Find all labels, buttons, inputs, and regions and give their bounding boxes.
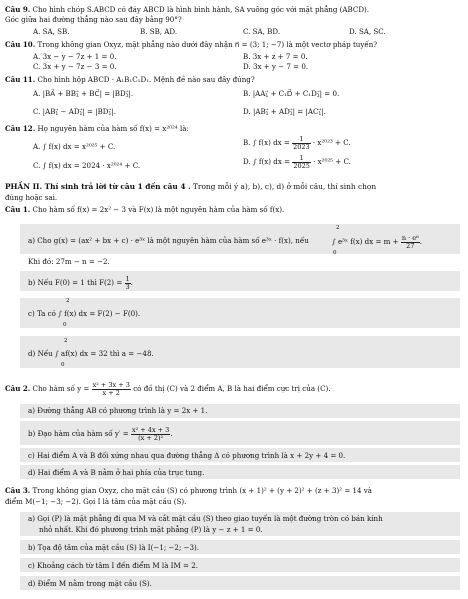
q9-text: Cho hình chóp S.ABCD có đáy ABCD là hình bình hành, SA vuông góc với mặt phẳng (ABCD). [32,5,370,14]
q12-option-b-label: B. ∫ f(x) dx = [243,138,290,147]
q11-option-a[interactable]: A. |BA⃗ + BB₁⃗ + BC⃗| = |BD₁⃗|. [33,89,134,98]
c2-number: Câu 2. [5,384,31,393]
q11-text: Cho hình hộp ABCD · A₁B₁C₁D₁. Mệnh đề nào sau đây đúng? [37,75,255,84]
c2-b-text: b) Đạo hàm của hàm số y′ = [28,429,129,438]
c2-text-tail: có đồ thị (C) và 2 điểm A, B là hai điểm cực trị của (C). [133,384,331,393]
q12-b-denominator: 2023 [293,142,310,151]
c3-statement-a[interactable]: a) Gọi (P) là mặt phẳng đi qua M và cắt mặt cầu (S) theo giao tuyến là một đường tròn có bán kính [28,514,383,523]
q12-b-numerator: 1 [292,136,311,144]
q11-option-b[interactable]: B. |AA₁⃗ + C₁D⃗ + C₁D₁⃗| = 0. [243,89,340,98]
c1-a-conclusion: Khi đó: 27m − n = −2. [28,257,110,266]
q9-stem [5,6,369,13]
c1-a-numerator: n · e⁶ [401,234,419,242]
c1-c-lower-limit: 0 [63,322,67,328]
q10-option-c[interactable]: C. 3x + y − 7z − 3 = 0. [33,62,117,71]
q12-stem [5,125,189,132]
c1-c-upper-limit: 2 [66,298,70,304]
c1-b-text: b) Nếu F(0) = 1 thì F(2) = [28,278,123,287]
c1-number: Câu 1. [5,205,31,214]
c3-text: Trong không gian Oxyz, cho mặt cầu (S) có phương trình (x + 1)² + (y + 2)² + (z + 3)² = 14 và [32,486,373,495]
c1-d-lower-limit: 0 [61,362,65,368]
c3-statement-b[interactable]: b) Tọa độ tâm của mặt cầu (S) là I(−1; −2; −3). [28,543,200,552]
q12-option-d-label: D. ∫ f(x) dx = [243,157,291,166]
c1-stem [5,206,284,213]
c1-b-numerator: 1 [125,275,130,283]
c2-statement-d[interactable]: d) Hai điểm A và B nằm ở hai phía của trục tung. [28,468,205,477]
q9-option-d[interactable]: D. SA, SC. [349,27,386,36]
c2-stem [5,382,331,396]
c2-b-numerator: x² + 4x + 3 [131,426,170,434]
c2-b-tail: . [170,429,173,438]
part2-heading [5,183,376,190]
c3-statement-d[interactable]: d) Điểm M nằm trong mặt cầu (S). [28,579,152,588]
q12-option-b-tail: · x²⁰²³ + C. [312,138,351,147]
c2-denominator: x + 2 [102,388,120,397]
q12-option-b[interactable] [243,136,351,150]
q11-option-d[interactable]: D. |AB₁⃗ + AD₁⃗| = |AC₁⃗|. [243,107,326,116]
q12-number: Câu 12. [5,124,36,133]
c1-c-integral: ∫ f(x) dx = F(2) − F(0). [58,309,141,318]
q12-d-numerator: 1 [292,155,311,163]
c2-function-fraction [92,382,131,396]
c1-d-integral: ∫ af(x) dx = 32 thì a = −48. [54,349,154,358]
c1-c-text: c) Ta có [28,309,56,318]
c1-a-lower-limit: 0 [333,250,337,256]
q11-stem [5,76,255,83]
c2-text: Cho hàm số y = [32,384,90,393]
c1-b-denominator: 3 [125,282,130,291]
q9-option-a[interactable]: A. SA, SB. [33,27,70,36]
q11-option-c[interactable]: C. |AB₁⃗ − AD₁⃗| = |BD₁⃗|. [33,107,116,116]
c1-statement-c[interactable] [28,310,140,317]
c2-b-denominator: (x + 2)² [138,433,164,442]
c1-a-upper-limit: 2 [336,225,340,231]
q12-option-b-fraction [292,136,311,150]
q10-number: Câu 10. [5,40,36,49]
q12-option-d[interactable] [243,155,351,169]
q11-number: Câu 11. [5,75,36,84]
q9-number: Câu 9. [5,5,31,14]
q12-d-denominator: 2025 [293,161,310,170]
c1-statement-a[interactable] [28,237,309,244]
c3-stem [5,487,372,494]
c1-d-text: d) Nếu [28,349,53,358]
c2-b-fraction [131,426,173,442]
q10-option-d[interactable]: D. 3x + y − 7 = 0. [243,62,309,71]
q10-option-a[interactable]: A. 3x − y − 7z + 1 = 0. [33,52,117,61]
q9-option-c[interactable]: C. SA, BD. [243,27,281,36]
c1-a-integral [332,235,422,249]
q10-text: Trong không gian Oxyz, mặt phẳng nào dưới đây nhận n⃗ = (3; 1; −7) là một vectơ pháp tuyến? [37,40,378,49]
q10-stem [5,41,377,48]
c1-a-text: a) Cho g(x) = (ax² + bx + c) · e³ˣ là một nguyên hàm của hàm số e³ˣ · f(x), nếu [28,236,309,245]
q12-option-d-fraction [292,155,311,169]
c3-number: Câu 3. [5,486,31,495]
q12-option-d-tail: · x²⁰²⁵ + C. [313,157,351,166]
c1-statement-b[interactable] [28,276,133,290]
c3-statement-a-2: nhỏ nhất. Khi đó phương trình mặt phẳng (P) là y − z + 1 = 0. [39,525,263,534]
c3-text-2: điểm M(−1; −3; −2). Gọi I là tâm của mặt cầu (S). [5,497,187,506]
q12-option-c[interactable]: C. ∫ f(x) dx = 2024 · x²⁰²⁴ + C. [33,161,141,170]
c1-statement-d[interactable] [28,350,154,357]
c1-b-tail: . [130,278,133,287]
q9-option-b[interactable]: B. SB, AD. [140,27,178,36]
c1-d-upper-limit: 2 [64,338,68,344]
q12-option-a[interactable]: A. ∫ f(x) dx = x²⁰²⁵ + C. [33,142,116,151]
c2-statement-c[interactable]: c) Hai điểm A và B đối xứng nhau qua đường thẳng Δ có phương trình là x + 2y + 4 = 0. [28,451,346,460]
c1-a-tail: . [419,237,422,246]
c1-a-integral-expr: ∫ e³ˣ f(x) dx = m + [332,237,399,246]
c3-statement-c[interactable]: c) Khoảng cách từ tâm I đến điểm M là IM = 2. [28,561,198,570]
q12-text: Họ nguyên hàm của hàm số f(x) = x²⁰²⁴ là: [37,124,189,133]
part2-instructions: Trong mỗi ý a), b), c), d) ở mỗi câu, thí sinh chọn [190,182,377,191]
c2-numerator: x² + 3x + 3 [92,381,130,389]
c2-statement-a[interactable]: a) Đường thẳng AB có phương trình là y = 2x + 1. [28,406,208,415]
c1-text: Cho hàm số f(x) = 2x² − 3 và F(x) là một nguyên hàm của hàm số f(x). [32,205,285,214]
c2-statement-b[interactable] [28,427,173,441]
q10-option-b[interactable]: B. 3x + z + 7 = 0. [243,52,308,61]
q9-text-2: Góc giữa hai đường thẳng nào sau đây bằng 90°? [5,15,182,24]
part2-instructions-2: đúng hoặc sai. [5,193,58,202]
c1-a-denominator: 27 [406,241,415,250]
c1-a-fraction [401,235,420,249]
part2-title: PHẦN II. Thí sinh trả lời từ câu 1 đến câu 4 . [5,182,191,191]
